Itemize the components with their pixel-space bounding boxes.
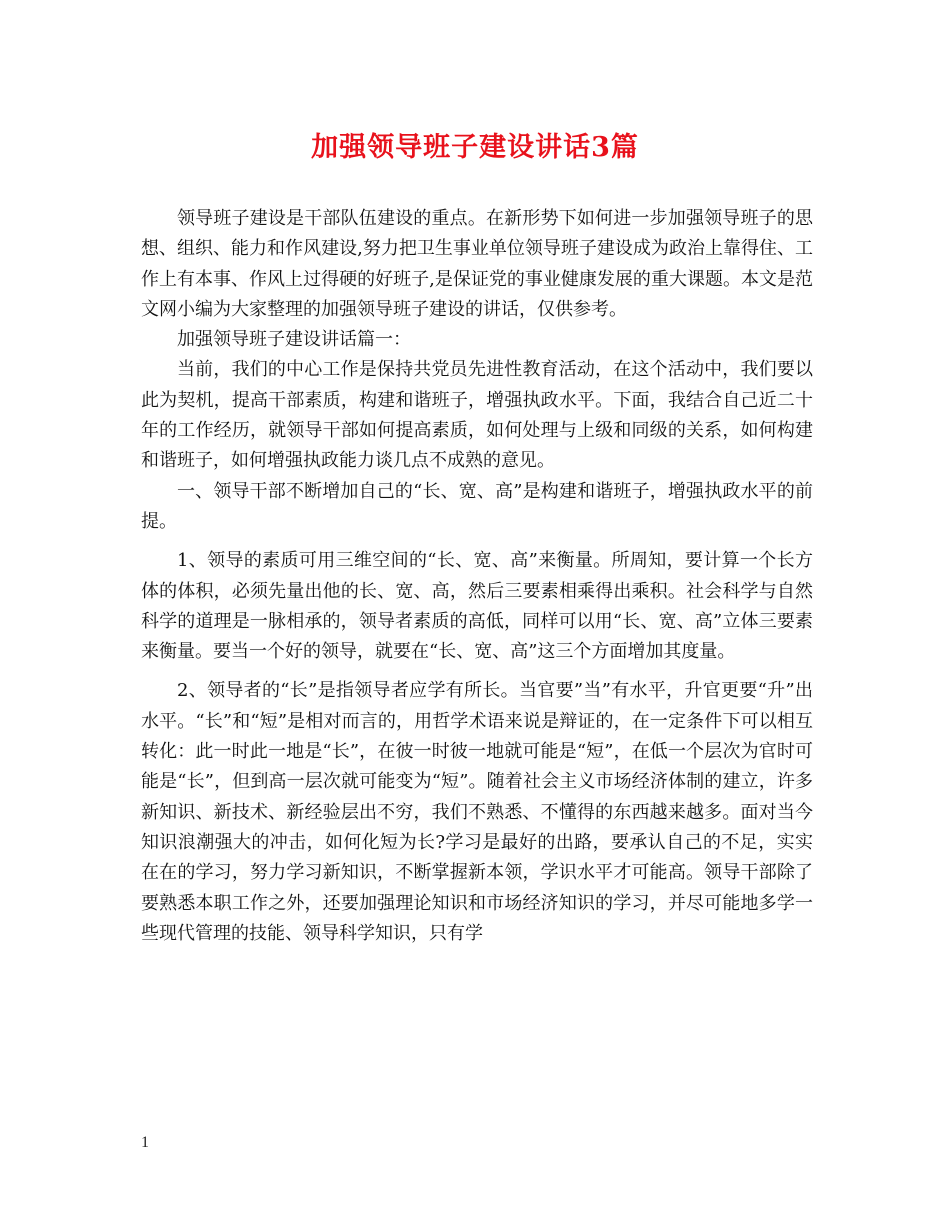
document-title: 加强领导班子建设讲话3篇: [311, 132, 639, 163]
page-number: 1: [141, 1134, 149, 1151]
document-body: [141, 204, 813, 949]
paragraph-item-one: 1、领导的素质可用三维空间的“长、宽、高”来衡量。所周知，要计算一个长方体的体积，必须先量出他的长、宽、高，然后三要素相乘得出乘积。社会科学与自然科学的道理是一脉相承的，领导者素质的高低，同样可以用“长、宽、高”立体三要素来衡量。要当一个好的领导，就要在“长、宽、高”这三个方面增加其度量。: [141, 550, 813, 663]
paragraph-item-two: 2、领导者的“长”是指领导者应学有所长。当官要”当”有水平，升官更要“升”出水平。“长”和“短”是相对而言的，用哲学术语来说是辩证的，在一定条件下可以相互转化：此一时此一地是“长”，在彼一时彼一地就可能是“短”，在低一个层次为官时可能是“长”，但到高一层次就可能变为“短”。随着社会主义市场经济体制的建立，许多新知识、新技术、新经验层出不穷，我们不熟悉、不懂得的东西越来越多。面对当今知识浪潮强大的冲击，如何化短为长?学习是最好的出路，要承认自己的不足，实实在在的学习，努力学习新知识，不断掌握新本领，学识水平才可能高。领导干部除了要熟悉本职工作之外，还要加强理论知识和市场经济知识的学习，并尽可能地多学一些现代管理的技能、领导科学知识，只有学: [141, 680, 813, 944]
paragraph-intro: 领导班子建设是干部队伍建设的重点。在新形势下如何进一步加强领导班子的思想、组织、能力和作风建设,努力把卫生事业单位领导班子建设成为政治上靠得住、工作上有本事、作风上过得硬的好班子,是保证党的事业健康发展的重大课题。本文是范文网小编为大家整理的加强领导班子建设的讲话，仅供参考。: [141, 208, 813, 320]
paragraph-point-one: 一、领导干部不断增加自己的“长、宽、高”是构建和谐班子，增强执政水平的前提。: [141, 480, 813, 532]
paragraph-section-heading: 加强领导班子建设讲话篇一：: [177, 329, 411, 351]
paragraph-opening: 当前，我们的中心工作是保持共党员先进性教育活动，在这个活动中，我们要以此为契机，提高干部素质，构建和谐班子，增强执政水平。下面，我结合自己近二十年的工作经历，就领导干部如何提高素质，如何处理与上级和同级的关系，如何构建和谐班子，如何增强执政能力谈几点不成熟的意见。: [141, 359, 813, 472]
